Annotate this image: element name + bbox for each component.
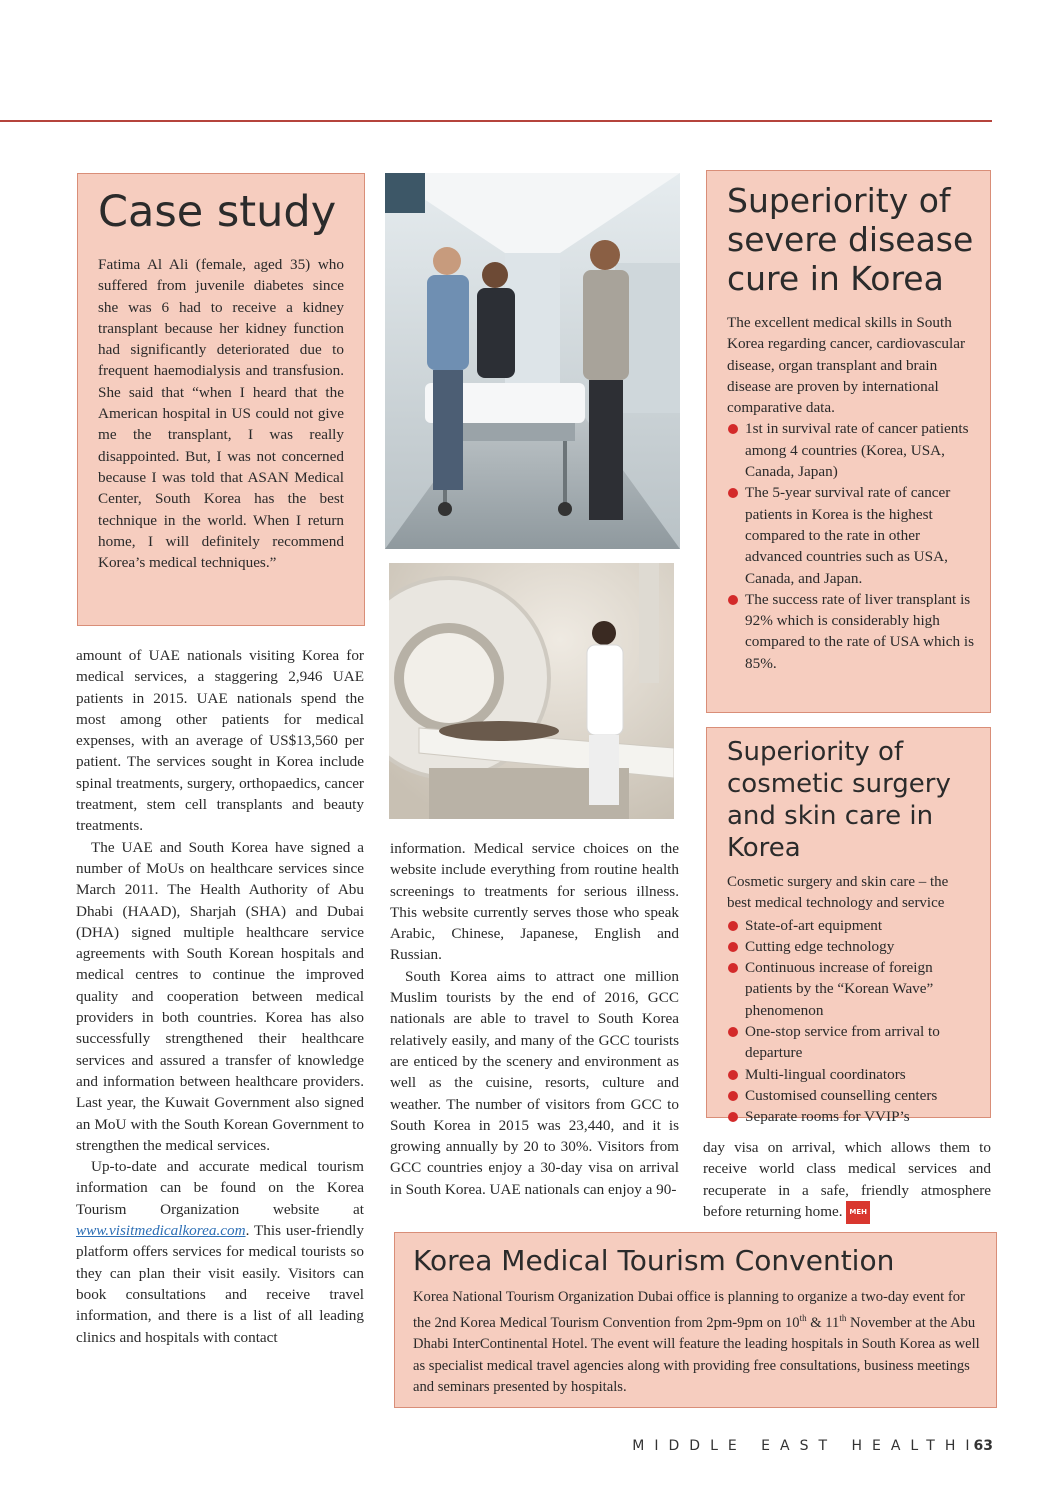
case-study-title: Case study	[98, 187, 337, 237]
footer-separator: I	[965, 1438, 970, 1454]
convention-body-text: November at the Abu Dhabi InterContinental Hotel. The event will feature the leading hospitals in South Korea as well as specialist medical travel agencies along with providing free consultations, business meetings and seminars presented by hospitals.	[413, 1315, 980, 1396]
column-2-paragraph-2: South Korea aims to attract one million Muslim tourists by the end of 2016, GCC nationals are able to travel to South Korea relatively easily, and many of the GCC tourists are enticed by the scenery and environment as well as the cuisine, resorts, culture and weather. The number of visitors from GCC to South Korea in 2015 was 23,440, and it is growing annually by 20 to 30%. Visitors from GCC countries enjoy a 30-day visa on arrival in South Korea. UAE nationals can enjoy a 90-	[390, 967, 679, 1198]
convention-body	[413, 1287, 980, 1398]
article-column-2	[390, 838, 679, 1200]
case-study-box	[77, 173, 365, 626]
convention-box	[394, 1232, 997, 1408]
header-rule	[0, 120, 992, 122]
convention-title: Korea Medical Tourism Convention	[413, 1244, 895, 1277]
severe-disease-title: Superiority of severe disease cure in Korea	[727, 181, 974, 298]
convention-body-text: & 11	[806, 1315, 840, 1332]
list-item: Customised counselling centers	[727, 1085, 976, 1106]
severe-disease-intro: The excellent medical skills in South Korea regarding cancer, cardiovascular disease, organ transplant and brain disease are proven by international comparative data.	[727, 314, 966, 417]
column-2-paragraph-1: information. Medical service choices on the website include everything from routine health screenings to treatments for serious illness. This website currently serves those who speak Arabic, Chinese, Japanese, English and Russian.	[390, 840, 679, 964]
end-of-article-mark: MEH	[846, 1201, 870, 1224]
column-1-paragraph-1: amount of UAE nationals visiting Korea for medical services, a staggering 2,946 UAE patients in 2015. UAE nationals spend the most among other patients for medical expenses, with an average of US$13,560 per patient. The services sought in Korea include spinal treatments, surgery, orthopaedics, cancer treatment, stem cell transplants and beauty treatments.	[76, 647, 364, 835]
page-number: 63	[973, 1438, 993, 1454]
list-item: Multi-lingual coordinators	[727, 1064, 976, 1085]
column-1-paragraph-2: The UAE and South Korea have signed a number of MoUs on healthcare services since March 2011. The Health Authority of Abu Dhabi (HAAD), Sharjah (SHA) and Dubai (DHA) signed multiple healthcare service agreements with South Korean hospitals and medical centres to continue the improved quality and cooperation between medical providers in both countries. Korea has also successfully strengthened their healthcare services and assured a transfer of knowledge and information between healthcare providers. Last year, the Kuwait Government also signed an MoU with the South Korean Government to strengthen the medical services.	[76, 838, 364, 1154]
list-item: Continuous increase of foreign patients by the “Korean Wave” phenomenon	[727, 957, 976, 1021]
list-item: Separate rooms for VVIP’s	[727, 1106, 976, 1127]
list-item: The success rate of liver transplant is 92% which is considerably high compared to the rate of USA which is 85%.	[727, 589, 976, 674]
column-3-paragraph-1	[703, 1137, 991, 1224]
column-1-paragraph-3-text: Up-to-date and accurate medical tourism information can be found on the Korea Tourism Organization website at	[76, 1158, 364, 1218]
list-item: State-of-art equipment	[727, 915, 976, 936]
superscript: th	[799, 1313, 807, 1324]
severe-disease-list	[727, 418, 976, 674]
column-1-paragraph-3	[76, 1156, 364, 1348]
visitmedicalkorea-link[interactable]: www.visitmedicalkorea.com	[76, 1222, 246, 1240]
list-item: One-stop service from arrival to departure	[727, 1021, 976, 1064]
case-study-body: Fatima Al Ali (female, aged 35) who suffered from juvenile diabetes since she was 6 had to receive a kidney transplant because her kidney function had significantly deteriorated due to frequent haemodialysis and transfusion. She said that “when I heard that the American hospital in US could not give me the transplant, I was really disappointed. But, I was not concerned because I was told that ASAN Medical Center, South Korea has the best technique in the world. When I return home, I will definitely recommend Korea’s medical techniques.”	[98, 256, 344, 572]
convention-body-text: Korea National Tourism Organization Dubai office is planning to organize a two-day event for the 2nd Korea Medical Tourism Convention from 2pm-9pm on 10	[413, 1289, 965, 1332]
list-item: The 5-year survival rate of cancer patients in Korea is the highest compared to the rate in other advanced countries such as USA, Canada, and Japan.	[727, 482, 976, 588]
article-column-1	[76, 645, 364, 1348]
article-column-3	[703, 1137, 991, 1224]
column-1-paragraph-3-rest: . This user-friendly platform offers services for medical tourists so they can plan their visit easily. Visitors can book consultations and receive travel information, and there is a list of all leading clinics and hospitals with contact	[76, 1222, 364, 1346]
ct-scan-photo	[389, 563, 674, 819]
list-item: Cutting edge technology	[727, 936, 976, 957]
cosmetic-surgery-list	[727, 915, 976, 1128]
cosmetic-surgery-title: Superiority of cosmetic surgery and skin care in Korea	[727, 737, 951, 863]
hospital-corridor-photo	[385, 173, 680, 549]
cosmetic-surgery-box	[706, 727, 991, 1126]
column-3-text: day visa on arrival, which allows them to receive world class medical services and recuperate in a safe, friendly atmosphere before returning home.	[703, 1139, 991, 1221]
page-footer	[600, 1438, 993, 1454]
cosmetic-surgery-intro: Cosmetic surgery and skin care – the best medical technology and service	[727, 874, 949, 912]
magazine-name: MIDDLE EAST HEALTH	[632, 1438, 966, 1454]
severe-disease-box	[706, 170, 991, 713]
list-item: 1st in survival rate of cancer patients among 4 countries (Korea, USA, Canada, Japan)	[727, 418, 976, 482]
superscript: th	[839, 1313, 847, 1324]
